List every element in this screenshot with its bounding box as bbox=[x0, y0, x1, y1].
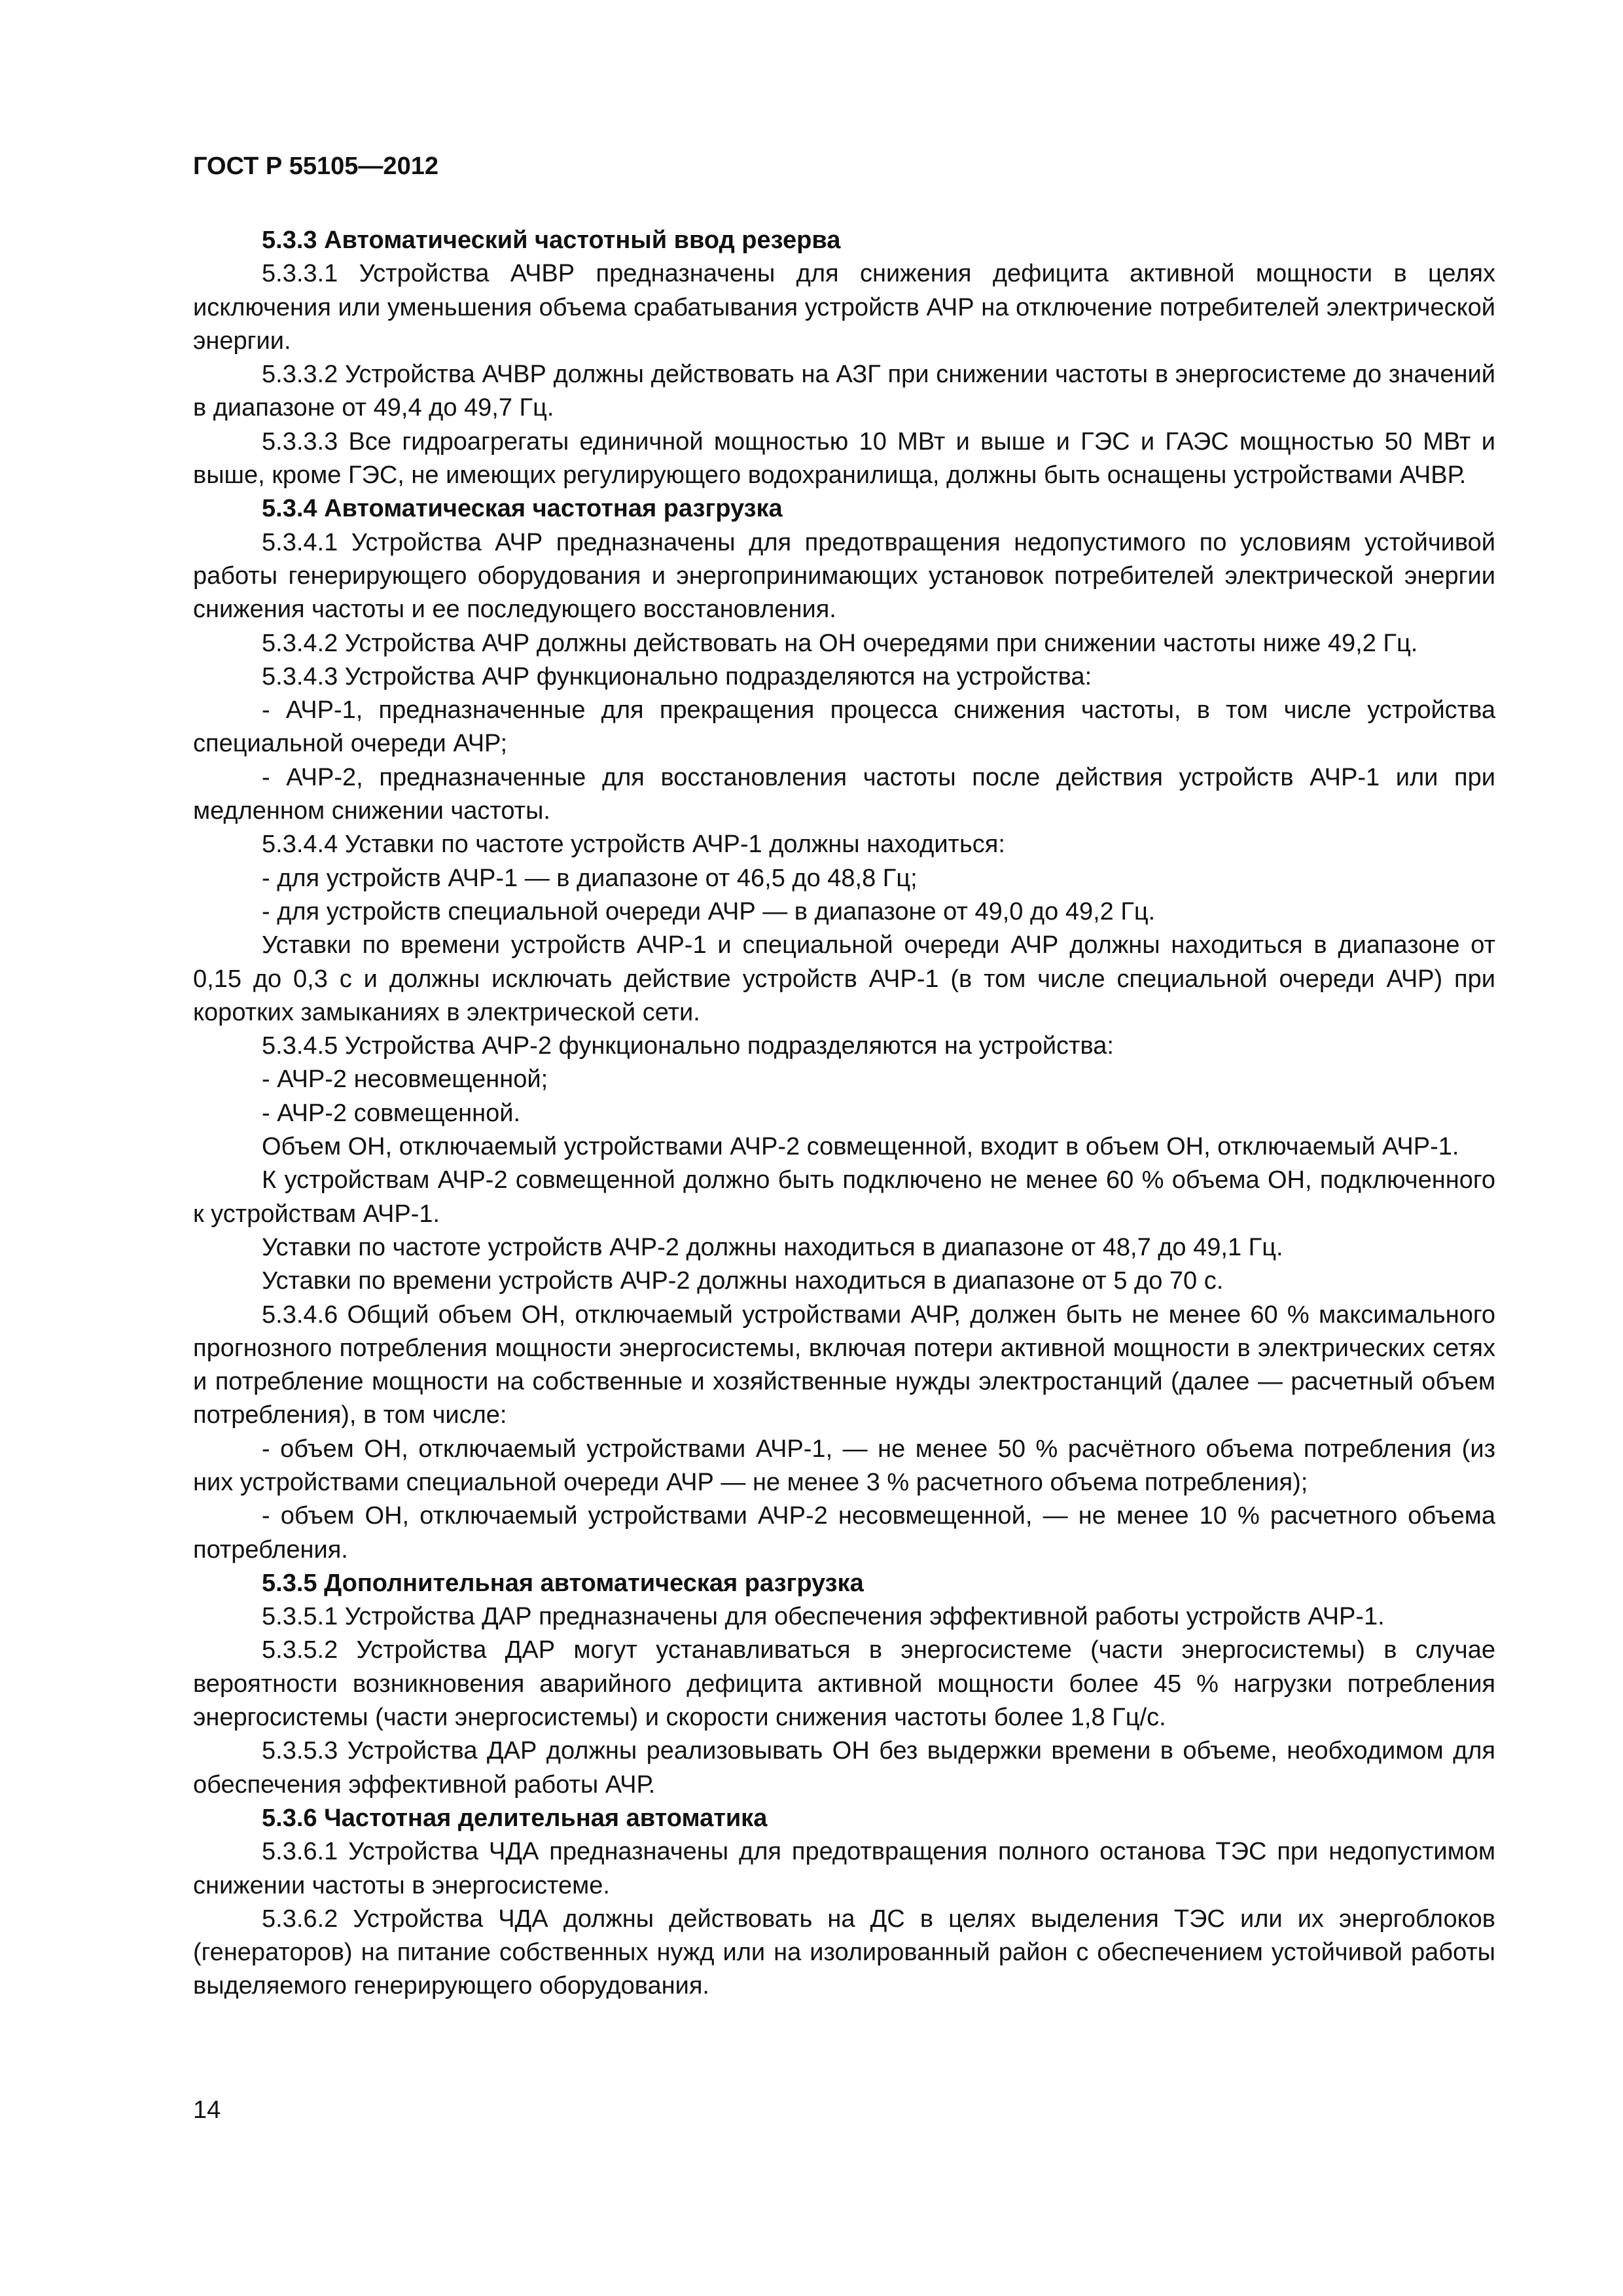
document-id: ГОСТ Р 55105—2012 bbox=[193, 152, 438, 180]
section-heading: 5.3.4 Автоматическая частотная разгрузка bbox=[262, 495, 783, 523]
section-heading: 5.3.3 Автоматический частотный ввод резерва bbox=[262, 226, 841, 254]
paragraph: - АЧР-2 несовмещенной; bbox=[262, 1066, 548, 1094]
paragraph: 5.3.4.3 Устройства АЧР функционально подразделяются на устройства: bbox=[262, 662, 1092, 691]
section-heading: 5.3.5 Дополнительная автоматическая разгрузка bbox=[262, 1569, 864, 1597]
paragraph: - объем ОН, отключаемый устройствами АЧР-1, — не менее 50 % расчётного объема потребления (из них устройствами специальной очереди АЧР — не менее 3 % расчетного объема потребления); bbox=[193, 1435, 1495, 1496]
paragraph: Уставки по времени устройств АЧР-2 должны находиться в диапазоне от 5 до 70 с. bbox=[262, 1267, 1224, 1295]
paragraph: 5.3.4.5 Устройства АЧР-2 функционально подразделяются на устройства: bbox=[262, 1032, 1114, 1060]
paragraph: Объем ОН, отключаемый устройствами АЧР-2 совмещенной, входит в объем ОН, отключаемый АЧР-1. bbox=[262, 1133, 1459, 1161]
paragraph: 5.3.5.2 Устройства ДАР могут устанавливаться в энергосистеме (части энергосистемы) в случае вероятности возникновения аварийного дефицита активной мощности более 45 % нагрузки потребления энергосистемы (части энергосистемы) и скорости снижения частоты более 1,8 Гц/с. bbox=[193, 1636, 1495, 1732]
paragraph: - АЧР-2, предназначенные для восстановления частоты после действия устройств АЧР-1 или при медленном снижении частоты. bbox=[193, 763, 1495, 825]
paragraph: 5.3.3.1 Устройства АЧВР предназначены для снижения дефицита активной мощности в целях исключения или уменьшения объема срабатывания устройств АЧР на отключение потребителей электрической энергии. bbox=[193, 260, 1495, 355]
paragraph: 5.3.4.4 Уставки по частоте устройств АЧР-1 должны находиться: bbox=[262, 831, 1005, 859]
paragraph: Уставки по частоте устройств АЧР-2 должны находиться в диапазоне от 48,7 до 49,1 Гц. bbox=[262, 1233, 1283, 1261]
paragraph: 5.3.5.1 Устройства ДАР предназначены для обеспечения эффективной работы устройств АЧР-1. bbox=[262, 1603, 1385, 1631]
body-text bbox=[193, 224, 1495, 2003]
paragraph: - АЧР-2 совмещенной. bbox=[262, 1099, 521, 1127]
paragraph: - для устройств АЧР-1 — в диапазоне от 46,5 до 48,8 Гц; bbox=[262, 864, 918, 892]
section-heading: 5.3.6 Частотная делительная автоматика bbox=[262, 1804, 768, 1832]
paragraph: - АЧР-1, предназначенные для прекращения процесса снижения частоты, в том числе устройства специальной очереди АЧР; bbox=[193, 696, 1495, 758]
page-number: 14 bbox=[193, 2096, 221, 2124]
paragraph: 5.3.6.1 Устройства ЧДА предназначены для предотвращения полного останова ТЭС при недопустимом снижении частоты в энергосистеме. bbox=[193, 1838, 1495, 1899]
paragraph: - объем ОН, отключаемый устройствами АЧР-2 несовмещенной, — не менее 10 % расчетного объема потребления. bbox=[193, 1502, 1495, 1564]
paragraph: 5.3.4.1 Устройства АЧР предназначены для предотвращения недопустимого по условиям устойчивой работы генерирующего оборудования и энергопринимающих установок потребителей электрической энергии снижения частоты и ее последующего восстановления. bbox=[193, 528, 1495, 624]
paragraph: 5.3.3.2 Устройства АЧВР должны действовать на АЗГ при снижении частоты в энергосистеме до значений в диапазоне от 49,4 до 49,7 Гц. bbox=[193, 361, 1495, 422]
paragraph: К устройствам АЧР-2 совмещенной должно быть подключено не менее 60 % объема ОН, подключенного к устройствам АЧР-1. bbox=[193, 1166, 1495, 1228]
paragraph: 5.3.5.3 Устройства ДАР должны реализовывать ОН без выдержки времени в объеме, необходимом для обеспечения эффективной работы АЧР. bbox=[193, 1737, 1495, 1799]
paragraph: 5.3.3.3 Все гидроагрегаты единичной мощностью 10 МВт и выше и ГЭС и ГАЭС мощностью 50 МВт и выше, кроме ГЭС, не имеющих регулирующего водохранилища, должны быть оснащены устройствами АЧВР. bbox=[193, 427, 1495, 490]
paragraph: Уставки по времени устройств АЧР-1 и специальной очереди АЧР должны находиться в диапазоне от 0,15 до 0,3 с и должны исключать действие устройств АЧР-1 (в том числе специальной очереди АЧР) при коротких замыканиях в электрической сети. bbox=[193, 931, 1495, 1026]
paragraph: 5.3.4.2 Устройства АЧР должны действовать на ОН очередями при снижении частоты ниже 49,2 Гц. bbox=[262, 629, 1418, 657]
paragraph: - для устройств специальной очереди АЧР — в диапазоне от 49,0 до 49,2 Гц. bbox=[262, 897, 1156, 925]
paragraph: 5.3.6.2 Устройства ЧДА должны действовать на ДС в целях выделения ТЭС или их энергоблоков (генераторов) на питание собственных нужд или на изолированный район с обеспечением устойчивой работы выделяемого генерирующего оборудования. bbox=[193, 1905, 1495, 2000]
paragraph: 5.3.4.6 Общий объем ОН, отключаемый устройствами АЧР, должен быть не менее 60 % максимального прогнозного потребления мощности энергосистемы, включая потери активной мощности в электрических сетях и потребление мощности на собственные и хозяйственные нужды электростанций (далее — расчетный объем потребления), в том числе: bbox=[193, 1300, 1495, 1429]
